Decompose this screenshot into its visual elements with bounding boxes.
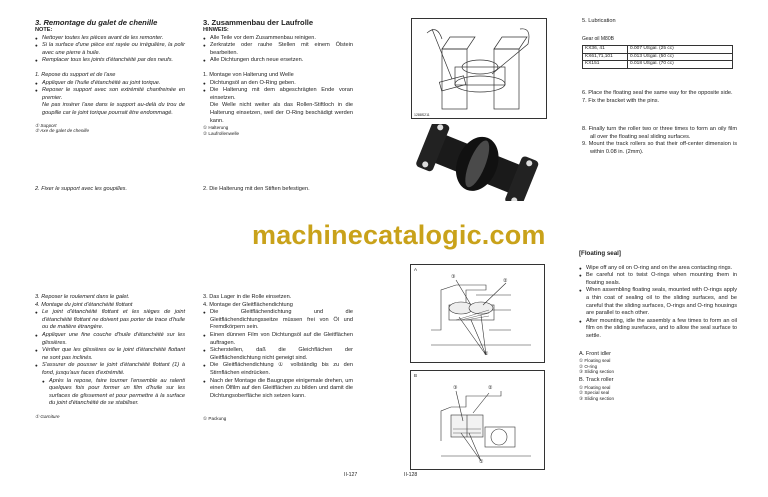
step-heading: 1. Montage von Halterung und Welle — [203, 71, 294, 78]
oil-label: Gear oil M80B — [582, 35, 614, 42]
step-2: 2. Fixer le support avec les goupilles. — [35, 186, 128, 192]
legend-item: ② Axe de galet de chenille — [35, 127, 90, 133]
step-bullet: ● Appliquer de l'huile d'étanchéité au joint torique. — [35, 80, 185, 88]
legend-item: ① Packung — [203, 416, 227, 421]
step-heading: 5. Lubrication — [582, 18, 616, 24]
quantity-cell: 0.007 USgal. (25 cc) — [628, 46, 733, 54]
legend-item: ① Halterung — [203, 125, 229, 131]
oil-quantity-table — [582, 45, 733, 69]
step-item: 8. Finally turn the roller two or three times to form an oily film all over the floating seal sliding surfaces. — [582, 126, 737, 140]
legend-title: B. Track roller — [579, 377, 614, 384]
german-assembly-section — [203, 18, 353, 136]
figure-label: B — [414, 373, 418, 378]
section-title: 3. Remontage du galet de chenille — [35, 18, 158, 27]
step-bullet: ● Appliquer une fine couche d'huile d'étanchéité sur les glissières. — [35, 332, 185, 347]
legend-item: ① Garniture — [35, 413, 60, 419]
step-bullet: ● Einen dünnen Film von Dichtungsöl auf die Gleitflächen auftragen. — [203, 332, 353, 347]
note-item: ● Si la surface d'une pièce est rayée ou irrégulière, la polir avec une pierre à huile. — [35, 42, 185, 57]
note-item: ● Zerkratzte oder rauhe Stellen mit einem Ölstein bearbeiten. — [203, 42, 353, 57]
figure-code: 1288S211 — [414, 113, 430, 117]
quantity-cell: 0.013 USgal. (50 cc) — [628, 53, 733, 61]
callout-2: ② — [503, 278, 508, 284]
track-roller-photo — [411, 124, 545, 201]
legend-item: ② Laufrollenwelle — [203, 130, 240, 136]
callout-3: ③ — [453, 385, 458, 391]
seal-bullet: ● After mounting, idle the assembly a few times to form an oil film on the sliding surefaces, and to allow the seal surface to settle. — [579, 318, 737, 341]
step-bullet: ● S'assurer de pousser le joint d'étanchéité flottant (1) à fond, jusqu'aux faces d'extrémité. — [35, 362, 185, 377]
french-seal-section — [35, 294, 185, 419]
seal-bullet: ● Be careful not to twist O-rings when mounting them in floating seals. — [579, 272, 737, 287]
figure-a-front-idler — [410, 264, 545, 363]
figure-label: A — [414, 267, 418, 272]
step-bullet: ● Sicherstellen, daß die Gleichflächen der Gleitflächendichtung nicht geneigt sind. — [203, 347, 353, 362]
callout-1: ① — [479, 459, 484, 465]
note-label: NOTE: — [35, 27, 53, 33]
step-bullet: ● Nach der Montage die Baugruppe einigemale drehen, um einen Ölfilm auf den Gleitflächen zu bilden und damit die Dichtungsoberfläche sich setzen kann. — [203, 378, 353, 401]
floating-seal-section — [579, 250, 737, 401]
legend-item: ③ Sliding section — [579, 368, 615, 374]
watermark: machinecatalogic.com — [252, 220, 546, 250]
figure-b-track-roller — [410, 370, 545, 470]
step-heading: 3. Das Lager in die Rolle einsetzen. — [203, 294, 292, 300]
steps-6-7 — [582, 90, 737, 105]
table-row — [583, 46, 733, 54]
table-row — [583, 61, 733, 69]
note-item: ● Nettoyer toutes les pièces avant de les remonter. — [35, 35, 185, 43]
step-2: 2. Die Halterung mit den Stiften befestigen. — [203, 186, 310, 192]
legend-item: ② Special seal — [579, 390, 610, 396]
model-cell: KX61,71,101 — [583, 53, 628, 61]
french-assembly-section — [35, 18, 185, 133]
german-seal-section — [203, 294, 353, 400]
lubrication-section — [582, 18, 736, 69]
steps-8-9 — [582, 126, 737, 156]
note-item: ● Alle Dichtungen durch neue ersetzen. — [203, 57, 353, 65]
legend-title: A. Front idler — [579, 350, 612, 357]
legend-item: ① Floating seal — [579, 384, 611, 390]
callout-1: ① — [484, 351, 489, 357]
step-heading: 4. Montage du joint d'étanchéité flottant — [35, 301, 133, 308]
note-item: ● Remplacer tous les joints d'étanchéité par des neufs. — [35, 57, 185, 65]
hammer-pin-illustration — [411, 18, 547, 119]
step-heading: 4. Montage der Gleitflächendichtung — [203, 301, 293, 308]
model-cell: KX36, 41 — [583, 46, 628, 54]
legend-item: ③ Sliding section — [579, 395, 615, 401]
step-bullet: ● Dichtungsöl an den O-Ring geben. — [203, 80, 353, 88]
step-warning: Ne pas insérer l'axe dans le support au-delà du trou de goupille car le joint torique pourrait être endommagé. — [42, 102, 185, 116]
track-roller-seal-drawing — [411, 371, 544, 469]
step-bullet: ● Die Gleitflächendichtung ① vollständig bis zu den Stirnflächen eindrücken. — [203, 362, 353, 377]
legend-item: ② O-ring — [579, 363, 598, 369]
step-bullet: ● Vérifier que les glissières ou le joint d'étanchéité flottant ne sont pas inclinés. — [35, 347, 185, 362]
step-sub-bullet: ● Après la repose, faire tourner l'ensemble au ralenti quelques fois pour former un film d'huile sur les surfaces de glissement et pour permettre à la surface du joint d'étanchéité de se stabiliser. — [35, 378, 185, 408]
callout-3: ③ — [451, 274, 456, 280]
track-roller-image — [411, 124, 545, 201]
note-label: HINWEIS: — [203, 27, 229, 33]
roller-pin-drawing — [412, 19, 546, 118]
page-number: II-127 — [344, 472, 358, 478]
step-bullet: ● Reposer le support avec son extrémité chanfreinée en premier. — [35, 87, 185, 102]
step-heading: 1. Repose du support et de l'axe — [35, 71, 116, 78]
callout-2: ② — [488, 385, 493, 391]
model-cell: KX151 — [583, 61, 628, 69]
quantity-cell: 0.018 USgal. (70 cc) — [628, 61, 733, 69]
step-item: 7. Fix the bracket with the pins. — [582, 97, 660, 104]
step-bullet: ● Le joint d'étanchéité flottant et les sièges de joint d'étanchéité flottant ne doivent pas porter de trace d'huile ou de matière étrangère. — [35, 309, 185, 332]
seal-bullet: ● When assembling floating seals, mounted with O-rings apply a thin coat of sealing oil to the sliding surfaces, and be careful that the sliding surfaces, O-rings and O-ring housings are parallel to each other. — [579, 287, 737, 317]
step-heading: 3. Reposer le roulement dans le galet. — [35, 294, 130, 300]
step-bullet: ● Die Gleitflächendichtung und die Gleitflächendichtungsseitze müssen frei von Öl und Fremdkörpern sein. — [203, 309, 353, 332]
seal-bullet: ● Wipe off any oil on O-ring and on the area contacting rings. — [579, 265, 737, 273]
section-title: 3. Zusammenbau der Laufrolle — [203, 18, 314, 27]
section-title: [Floating seal] — [579, 250, 621, 257]
table-row — [583, 53, 733, 61]
step-item: 9. Mount the track rollers so that their off-center dimension is within 0.08 in. (2mm). — [582, 141, 737, 155]
legend-item: ① Support — [35, 122, 57, 128]
floating-seal-drawing — [411, 265, 544, 362]
step-warning: Die Welle nicht weiter als das Rollen-Stiftloch in die Halterung einsetzen, weil der O-Ring beschädigt werden kann. — [210, 102, 353, 124]
note-item: ● Alle Teile vor dem Zusammenbau reinigen. — [203, 35, 353, 43]
step-bullet: ● Die Halterung mit dem abgeschrägten Ende voran einsetzen. — [203, 87, 353, 102]
legend-item: ① Floating seal — [579, 358, 611, 364]
step-item: 6. Place the floating seal the same way for the opposite side. — [582, 90, 733, 96]
page-number: II-128 — [404, 472, 418, 478]
